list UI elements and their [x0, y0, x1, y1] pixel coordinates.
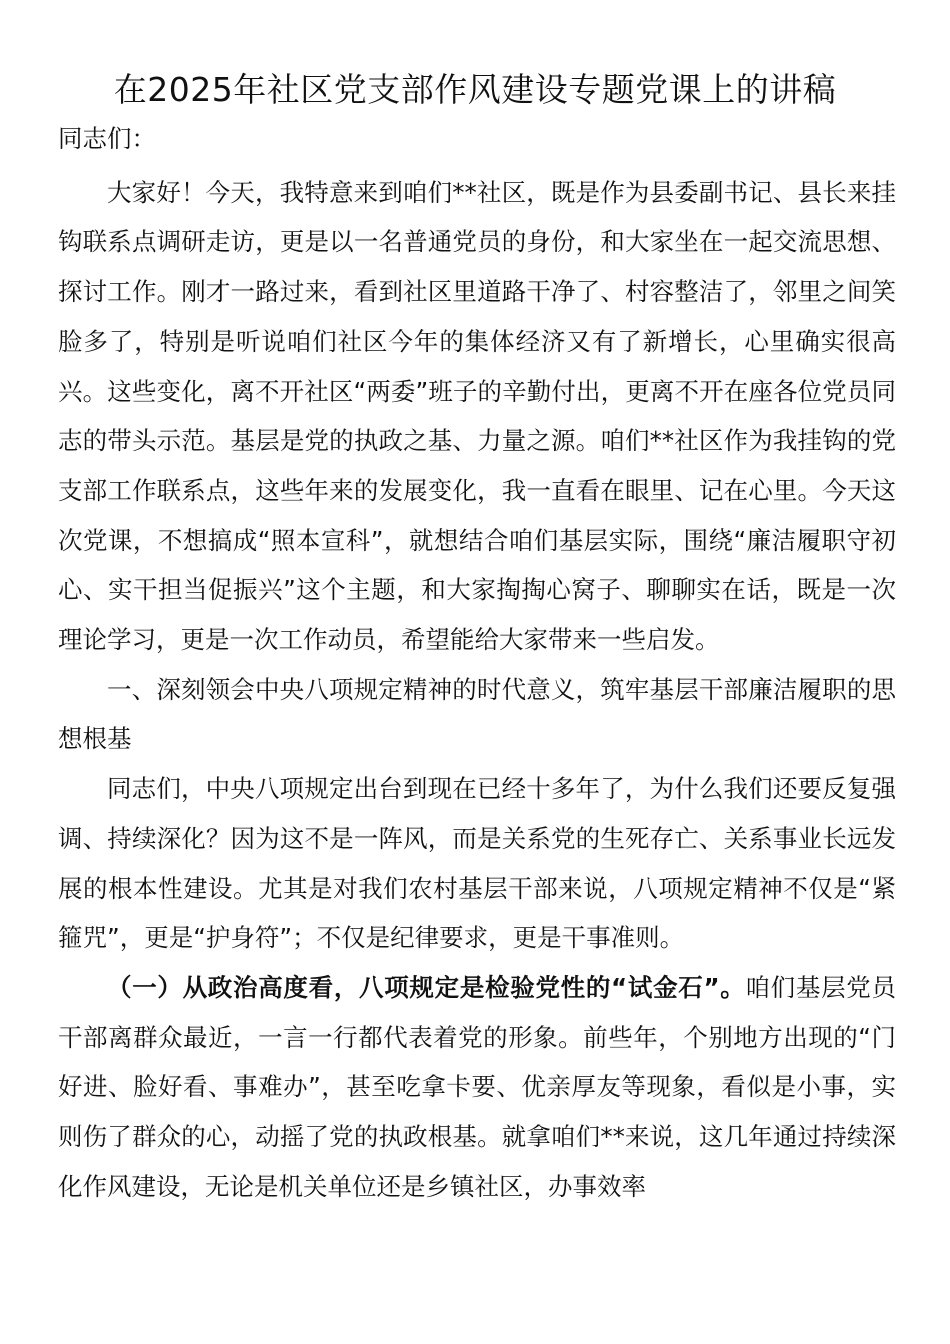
- intro-paragraph: 大家好！今天，我特意来到咱们**社区，既是作为县委副书记、县长来挂钩联系点调研走访，更是以一名普通党员的身份，和大家坐在一起交流思想、探讨工作。刚才一路过来，看到社区里道路干净了、村容整洁了，邻里之间笑脸多了，特别是听说咱们社区今年的集体经济又有了新增长，心里确实很高兴。这些变化，离不开社区“两委”班子的辛勤付出，更离不开在座各位党员同志的带头示范。基层是党的执政之基、力量之源。咱们**社区作为我挂钩的党支部工作联系点，这些年来的发展变化，我一直看在眼里、记在心里。今天这次党课，不想搞成“照本宣科”，就想结合咱们基层实际，围绕“廉洁履职守初心、实干担当促振兴”这个主题，和大家掏掏心窝子、聊聊实在话，既是一次理论学习，更是一次工作动员，希望能给大家带来一些启发。: [58, 177, 896, 655]
- section-1-heading: 一、深刻领会中央八项规定精神的时代意义，筑牢基层干部廉洁履职的思想根基: [58, 674, 896, 754]
- salutation: 同志们：: [58, 124, 156, 153]
- section-1-paragraph: 同志们，中央八项规定出台到现在已经十多年了，为什么我们还要反复强调、持续深化？因为这不是一阵风，而是关系党的生死存亡、关系事业长远发展的根本性建设。尤其是对我们农村基层干部来说，八项规定精神不仅是“紧箍咒”，更是“护身符”；不仅是纪律要求，更是干事准则。: [58, 774, 896, 953]
- subsection-1-text: 咱们基层党员干部离群众最近，一言一行都代表着党的形象。前些年，个别地方出现的“门好进、脸好看、事难办”，甚至吃拿卡要、优亲厚友等现象，看似是小事，实则伤了群众的心，动摇了党的执政根基。就拿咱们**来说，这几年通过持续深化作风建设，无论是机关单位还是乡镇社区，办事效率: [58, 972, 896, 1201]
- document-title: 在2025年社区党支部作风建设专题党课上的讲稿: [113, 70, 837, 109]
- document-body: [58, 114, 896, 1211]
- subsection-1-paragraph: [58, 963, 896, 1212]
- subsection-1-heading: （一）从政治高度看，八项规定是检验党性的“试金石”。: [107, 972, 746, 1002]
